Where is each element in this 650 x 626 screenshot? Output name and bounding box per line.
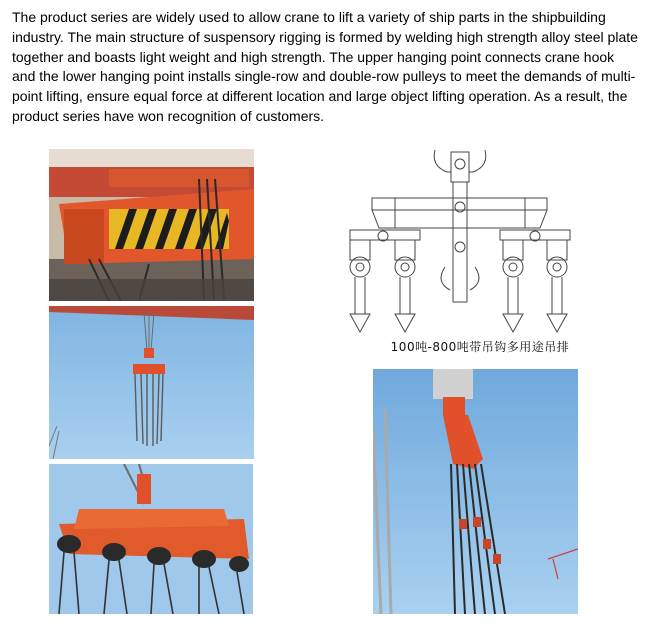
rig-technical-drawing bbox=[335, 142, 590, 334]
product-description: The product series are widely used to allow crane to lift a variety of ship parts in the shipbuilding industry. The main structure of suspensory rigging is formed by welding high strength alloy steel plate together and boasts light weight and high strength. The upper hanging point connects crane hook and the lower hanging point installs single-row and double-row pulleys to meet the demands of multi-point lifting, ensure equal force at different location and large object lifting operation. As a result, the product series have won recognition of customers. bbox=[12, 9, 638, 124]
rig-pulleys-closeup-photo bbox=[49, 464, 253, 614]
spreader-beam-deck-photo bbox=[49, 149, 254, 301]
hook-cables-photo bbox=[373, 369, 578, 614]
diagram-caption: 100吨-800吨带吊钩多用途吊排 bbox=[390, 340, 570, 354]
crane-lifting-rig-photo bbox=[49, 306, 254, 459]
